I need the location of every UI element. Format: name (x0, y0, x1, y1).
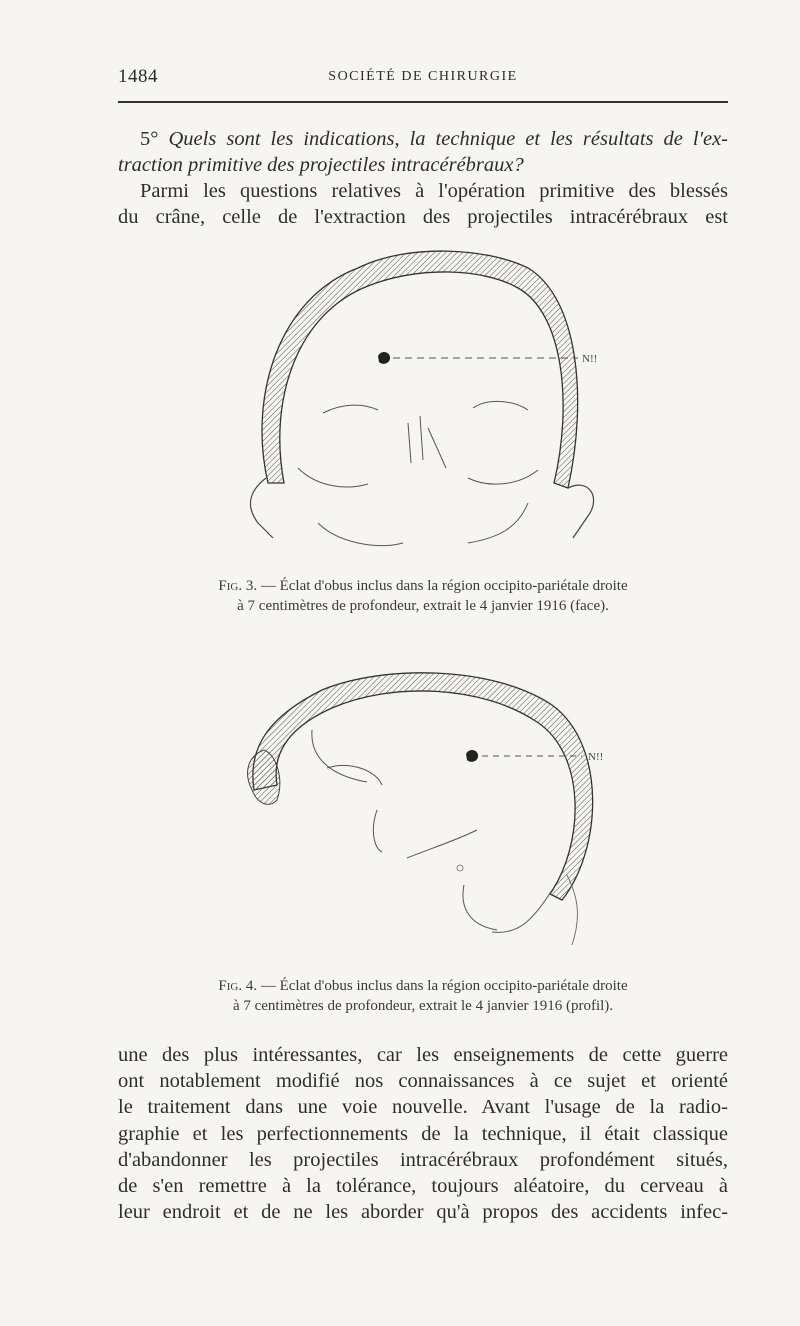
paragraph-line-1: Parmi les questions relatives à l'opération primitive des blessés (140, 180, 728, 202)
figure-4-skull-profile (232, 660, 622, 960)
paragraph-line-2: du crâne, celle de l'extraction des projectiles intracérébraux est (118, 206, 728, 228)
figure-4-caption-line-2: à 7 centimètres de profondeur, extrait le 4 janvier 1916 (profil). (232, 998, 614, 1014)
right-ear-front (568, 485, 594, 538)
body-line-4: graphie et les perfectionnements de la technique, il était classique (118, 1122, 728, 1145)
figure-3-caption-line-2: à 7 centimètres de profondeur, extrait le 4 janvier 1916 (face). (237, 598, 609, 614)
body-line-5: d'abandonner les projectiles intracérébraux profondément situés, (118, 1148, 728, 1171)
figure-4-caption (118, 976, 728, 1016)
body-line-3: le traitement dans une voie nouvelle. Avant l'usage de la radio- (118, 1096, 728, 1119)
running-head (118, 66, 728, 90)
body-line-1: une des plus intéressantes, car les enseignements de cette guerre (118, 1044, 728, 1066)
body-text (118, 1042, 728, 1225)
question-line-2: traction primitive des projectiles intracérébraux? (118, 154, 524, 176)
page-number: 1484 (118, 66, 158, 87)
marker-label-profile: N!! (588, 751, 604, 763)
intro-text (118, 126, 728, 230)
figure-4-label: Fig. 4. (218, 978, 258, 994)
marker-label-front: N!! (582, 353, 598, 365)
question-line-1 (118, 126, 728, 152)
body-line-6: de s'en remettre à la tolérance, toujours aléatoire, du cerveau à (118, 1175, 728, 1198)
skull-outline-front (262, 251, 578, 488)
projectile-fragment-profile (466, 750, 478, 762)
figure-3-caption (118, 576, 728, 616)
skull-outline-profile (253, 673, 593, 900)
body-line-7: leur endroit et de ne les aborder qu'à propos des accidents infec- (118, 1201, 728, 1224)
header-rule (118, 101, 728, 103)
question-text-1: Quels sont les indications, la technique et les résultats de l'ex- (168, 128, 729, 150)
figure-3-skull-front (228, 238, 608, 558)
figure-4-caption-line-1: — Éclat d'obus inclus dans la région occipito-pariétale droite (260, 978, 628, 994)
body-line-2: ont notablement modifié nos connaissances à ce sujet et orienté (118, 1070, 728, 1093)
question-number: 5° (140, 128, 159, 150)
projectile-fragment-front (378, 352, 390, 364)
journal-title: SOCIÉTÉ DE CHIRURGIE (328, 69, 518, 84)
figure-3-label: Fig. 3. (218, 578, 258, 594)
figure-3-caption-line-1: — Éclat d'obus inclus dans la région occipito-pariétale droite (260, 578, 628, 594)
left-ear-front (250, 478, 273, 538)
